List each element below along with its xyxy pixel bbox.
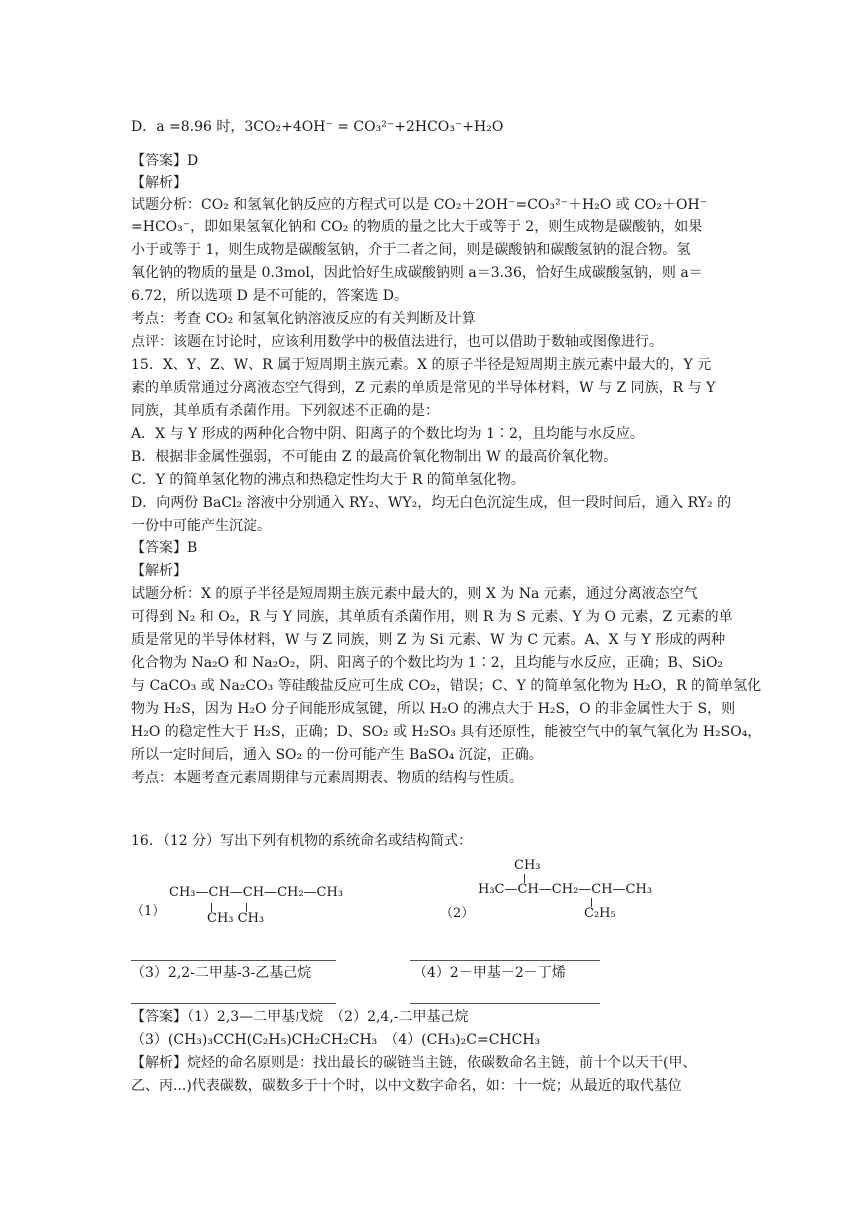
- answer-blank-4[interactable]: [410, 1003, 600, 1004]
- answer-blank-3[interactable]: [131, 1003, 336, 1004]
- q14-analysis-line-2: =HCO₃⁻，即如果氢氧化钠和 CO₂ 的物质的量之比大于或等于 2，则生成物是碳酸钠，如果: [131, 219, 703, 235]
- q15-option-a: A．X 与 Y 形成的两种化合物中阴、阳离子的个数比均为 1∶2，且均能与水反应。: [131, 426, 644, 442]
- q15-stem-line-1: 15．X、Y、Z、W、R 属于短周期主族元素。X 的原子半径是短周期主族元素中最大的，Y 元: [131, 357, 712, 373]
- q14-analysis-line-5: 6.72，所以选项 D 是不可能的，答案选 D。: [131, 288, 408, 304]
- structure-2-top-methyl: CH₃: [514, 858, 541, 873]
- q16-analysis-line-2: 乙、丙...)代表碳数，碳数多于十个时，以中文数字命名，如：十一烷；从最近的取代基位: [131, 1078, 682, 1094]
- q16-answer-line-2: （3）(CH₃)₃CCH(C₂H₅)CH₂CH₂CH₃ （4）(CH₃)₂C=CHCH₃: [131, 1032, 541, 1048]
- answer-blank-1[interactable]: [131, 960, 336, 961]
- q16-item-4: （4）2－甲基－2－丁烯: [413, 965, 566, 981]
- q15-analysis-line-5: 与 CaCO₃ 或 Na₂CO₃ 等硅酸盐反应可生成 CO₂，错误；C、Y 的简单氢化物为 H₂O，R 的简单氢化: [131, 678, 762, 694]
- q16-stem: 16．（12 分）写出下列有机物的系统命名或结构简式：: [131, 833, 473, 849]
- q15-option-b: B．根据非金属性强弱，不可能由 Z 的最高价氧化物制出 W 的最高价氧化物。: [131, 449, 618, 465]
- structure-1-substituents: CH₃ CH₃: [207, 911, 265, 926]
- q15-option-d-line-2: 一份中可能产生沉淀。: [131, 518, 271, 534]
- q15-analysis-line-8: 所以一定时间后，通入 SO₂ 的一份可能产生 BaSO₄ 沉淀，正确。: [131, 747, 543, 763]
- structure-2-label: （2）: [440, 906, 475, 921]
- structure-2-main-chain: H₃C—CH—CH₂—CH—CH₃: [478, 882, 653, 897]
- q15-analysis-line-1: 试题分析：X 的原子半径是短周期主族元素中最大的，则 X 为 Na 元素，通过分离液态空气: [131, 586, 698, 602]
- q14-keypoint: 考点：考查 CO₂ 和氢氧化钠溶液反应的有关判断及计算: [131, 311, 476, 327]
- structure-2-ethyl: C₂H₅: [584, 906, 616, 921]
- structure-1-label: （1）: [131, 904, 166, 919]
- q15-keypoint: 考点：本题考查元素周期律与元素周期表、物质的结构与性质。: [131, 770, 523, 786]
- q15-option-c: C．Y 的简单氢化物的沸点和热稳定性均大于 R 的简单氢化物。: [131, 472, 525, 488]
- q15-option-d-line-1: D．向两份 BaCl₂ 溶液中分别通入 RY₂、WY₂，均无白色沉淀生成，但一段时间后，通入 RY₂ 的: [131, 495, 732, 511]
- q14-analysis-line-3: 小于或等于 1，则生成物是碳酸氢钠，介于二者之间，则是碳酸钠和碳酸氢钠的混合物。氢: [131, 242, 691, 258]
- structure-1: [131, 880, 361, 930]
- structure-1-main-chain: CH₃—CH—CH—CH₂—CH₃: [169, 885, 344, 900]
- q15-answer: 【答案】B: [131, 540, 198, 556]
- q14-option-d: D．a =8.96 时，3CO₂+4OH⁻ = CO₃²⁻+2HCO₃⁻+H₂O: [131, 119, 504, 135]
- q15-analysis-heading: 【解析】: [131, 563, 187, 579]
- answer-blank-2[interactable]: [410, 960, 600, 961]
- q14-comment: 点评：该题在讨论时，应该利用数学中的极值法进行，也可以借助于数轴或图像进行。: [131, 334, 663, 350]
- q14-answer: 【答案】D: [131, 153, 199, 169]
- q14-analysis-line-1: 试题分析：CO₂ 和氢氧化钠反应的方程式可以是 CO₂＋2OH⁻=CO₃²⁻＋H₂O 或 CO₂＋OH⁻: [131, 197, 708, 213]
- q14-analysis-line-4: 氧化钠的物质的量是 0.3mol，因此恰好生成碳酸钠则 a＝3.36，恰好生成碳酸氢钠，则 a＝: [131, 265, 703, 281]
- q15-analysis-line-3: 质是常见的半导体材料，W 与 Z 同族，则 Z 为 Si 元素、W 为 C 元素。A、X 与 Y 形成的两种: [131, 632, 726, 648]
- q15-analysis-line-2: 可得到 N₂ 和 O₂，R 与 Y 同族，其单质有杀菌作用，则 R 为 S 元素、Y 为 O 元素，Z 元素的单: [131, 609, 733, 625]
- q16-analysis-line-1: 【解析】烷烃的命名原则是：找出最长的碳链当主链，依碳数命名主链，前十个以天干(甲、: [131, 1055, 697, 1071]
- q15-stem-line-3: 同族，其单质有杀菌作用。下列叙述不正确的是：: [131, 403, 439, 419]
- q16-item-3: （3）2,2-二甲基-3-乙基己烷: [131, 965, 312, 981]
- q16-answer-line-1: 【答案】（1）2,3—二甲基戊烷 （2）2,4,-二甲基己烷: [131, 1009, 469, 1025]
- q14-analysis-heading: 【解析】: [131, 175, 187, 191]
- q15-analysis-line-6: 物为 H₂S，因为 H₂O 分子间能形成氢键，所以 H₂O 的沸点大于 H₂S，O 的非金属性大于 S，则: [131, 701, 736, 717]
- q15-analysis-line-7: H₂O 的稳定性大于 H₂S，正确；D、SO₂ 或 H₂SO₃ 具有还原性，能被空气中的氧气氧化为 H₂SO₄，: [131, 724, 762, 740]
- q15-analysis-line-4: 化合物为 Na₂O 和 Na₂O₂，阴、阳离子的个数比均为 1∶2，且均能与水反应，正确；B、SiO₂: [131, 655, 724, 671]
- q15-stem-line-2: 素的单质常通过分离液态空气得到，Z 元素的单质是常见的半导体材料，W 与 Z 同族，R 与 Y: [131, 380, 716, 396]
- structure-2: [440, 858, 680, 928]
